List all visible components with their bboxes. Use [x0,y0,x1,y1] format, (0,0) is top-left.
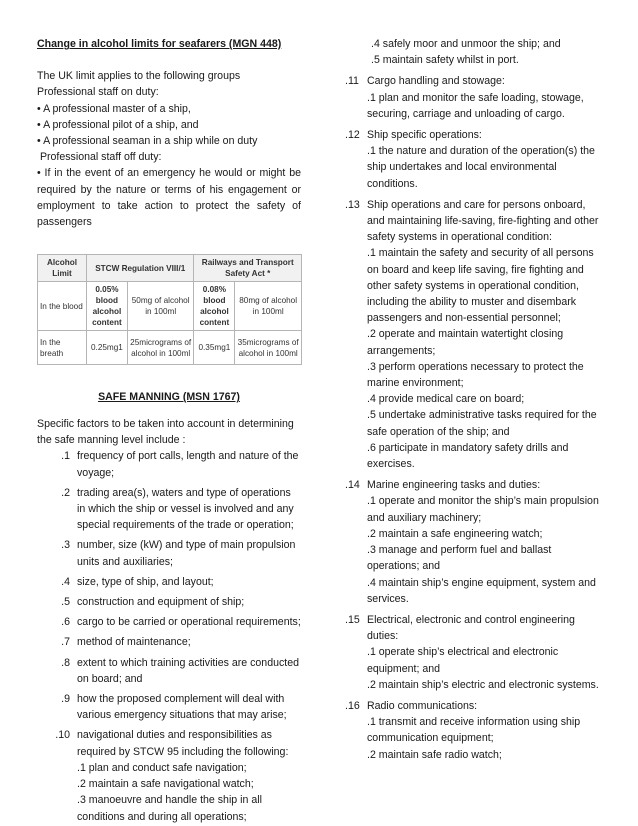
intro-line: • A professional master of a ship, [37,102,191,115]
item-number: .7 [61,636,70,649]
item-number: .10 [55,729,70,742]
item-text: cargo to be carried or operational requirements; [77,616,301,629]
intro-line: The UK limit applies to the following groups [37,70,241,83]
table-header: Alcohol Limit [38,255,87,282]
item-text: frequency of port calls, length and nature of the voyage; [77,450,299,479]
sub-item: .2 maintain ship’s electric and electronic systems. [367,678,599,691]
sub-item: .2 operate and maintain watertight closing arrangements; [367,328,564,357]
manning-factor-list [37,448,301,824]
row-label: In the breath [38,331,87,365]
item-number: .6 [61,616,70,629]
sub-item: .4 maintain ship’s engine equipment, system and services. [367,576,596,605]
sub-item: .6 participate in mandatory safety drills and exercises. [367,441,569,471]
list-item [37,448,301,480]
table-header: Railways and Transport Safety Act * [194,255,302,282]
item-number: .9 [61,693,70,706]
table-cell: 80mg of alcohol in 100ml [235,282,302,331]
item-number: .13 [345,198,360,211]
table-cell [87,282,128,331]
item-heading: Radio communications: [367,699,478,712]
intro-line: • A professional pilot of a ship, and [37,118,199,131]
item-text: construction and equipment of ship; [77,596,245,609]
cell-rest: alcohol content [199,307,230,328]
item-number: .8 [61,656,70,669]
list-item [37,614,301,630]
list-item [37,537,301,569]
list-item [345,477,601,607]
sub-item: .1 plan and monitor the safe loading, stowage, securing, carriage and unloading of cargo. [367,91,584,120]
list-item [37,485,301,534]
table-cell: 35micrograms of alcohol in 100ml [235,331,302,365]
item-number: .4 [61,575,70,588]
list-item [37,727,301,824]
item-text: how the proposed complement will deal with various emergency situations that may arise; [77,693,287,722]
table-cell: 25micrograms of alcohol in 100ml [127,331,194,365]
item-heading: Ship operations and care for persons onboard, and maintaining life-saving, fire-fighting and other safety systems in operational condition: [367,198,599,244]
list-item [37,655,301,687]
item-text: extent to which training activities are conducted on board; and [77,656,300,685]
list-item [345,612,601,693]
cell-rest: alcohol content [92,307,122,328]
intro-line: Professional staff on duty: [37,86,159,99]
list-item [345,698,601,763]
cell-bold: 0.05% blood [95,285,119,306]
sub-item: .1 maintain the safety and security of all persons on board and keep life saving, fire fighting and other safety systems in operational condition, including the ability to muster and disembark passengers and non-essential personnel; [367,247,594,325]
sub-item: .1 plan and conduct safe navigation; [77,761,247,774]
sub-item: .1 operate ship’s electrical and electronic equipment; and [367,646,559,675]
cell-bold: 0.08% blood [202,285,227,306]
item-number: .15 [345,613,360,626]
safe-manning-title: SAFE MANNING (MSN 1767) [98,391,240,404]
item-number: .2 [61,486,70,499]
sub-item: .1 operate and monitor the ship’s main propulsion and auxiliary machinery; [367,495,599,524]
intro-line: Professional staff off duty: [37,151,162,164]
sub-item: .2 maintain a safe navigational watch; [77,778,254,791]
list-item [345,197,601,472]
sub-item: .2 maintain a safe engineering watch; [367,527,543,540]
item-number: .3 [61,539,70,552]
alcohol-limit-table [37,254,302,365]
list-item [37,594,301,610]
sub-item: .2 maintain safe radio watch; [367,748,502,761]
item-heading: Ship specific operations: [367,129,482,142]
item-text: trading area(s), waters and type of operations in which the ship or vessel is involved and any special requirements of the trade or operation; [77,486,294,532]
off-duty-text: • If in the event of an emergency he would or might be required by the nature or terms of his engagement or employment to take action to protect the safety of passengers [37,167,301,229]
list-item [345,127,601,192]
sub-item: .4 provide medical care on board; [367,393,525,406]
item-number: .5 [61,596,70,609]
list-item [37,574,301,590]
table-row [38,282,302,331]
sub-item: .3 perform operations necessary to protect the marine environment; [367,360,584,390]
item-number: .16 [345,699,360,712]
item-text: navigational duties and responsibilities as required by STCW 95 including the following: [77,729,289,758]
intro-line: • A professional seaman in a ship while on duty [37,135,258,148]
continued-line: .5 maintain safety whilst in port. [371,54,519,67]
item-heading: Marine engineering tasks and duties: [367,479,541,492]
item-text: number, size (kW) and type of main propulsion units and auxiliaries; [77,539,296,568]
sub-item: .3 manoeuvre and handle the ship in all conditions and during all operations; [77,794,262,823]
table-cell: 0.35mg1 [194,331,235,365]
table-cell: 50mg of alcohol in 100ml [127,282,194,331]
sub-item: .5 undertake administrative tasks required for the safe operation of the ship; and [367,409,597,438]
left-column [37,36,301,825]
item-number: .11 [345,75,359,88]
row-label: In the blood [38,282,87,331]
mgn-title: Change in alcohol limits for seafarers (MGN 448) [37,38,282,50]
item-text: method of maintenance; [77,636,191,649]
continued-line: .4 safely moor and unmoor the ship; and [371,38,561,50]
sub-item: .3 manage and perform fuel and ballast operations; and [367,544,552,573]
item-number: .1 [61,450,70,463]
list-item [37,691,301,723]
right-column [345,36,601,763]
item-number: .12 [345,129,360,142]
sub-item: .1 transmit and receive information using ship communication equipment; [367,716,581,745]
table-row [38,331,302,365]
manning-intro: Specific factors to be taken into account in determining the safe manning level include : [37,418,294,447]
table-cell: 0.25mg1 [87,331,128,365]
item-heading: Cargo handling and stowage: [367,75,505,88]
item-text: size, type of ship, and layout; [77,575,214,588]
sub-item: .1 the nature and duration of the operation(s) the ship undertakes and local environmental conditions. [367,145,595,190]
item-number: .14 [345,479,360,492]
list-item [345,73,601,122]
table-cell [194,282,235,331]
list-item [37,634,301,650]
table-header: STCW Regulation VIII/1 [87,255,194,282]
item-heading: Electrical, electronic and control engineering duties: [367,613,575,643]
